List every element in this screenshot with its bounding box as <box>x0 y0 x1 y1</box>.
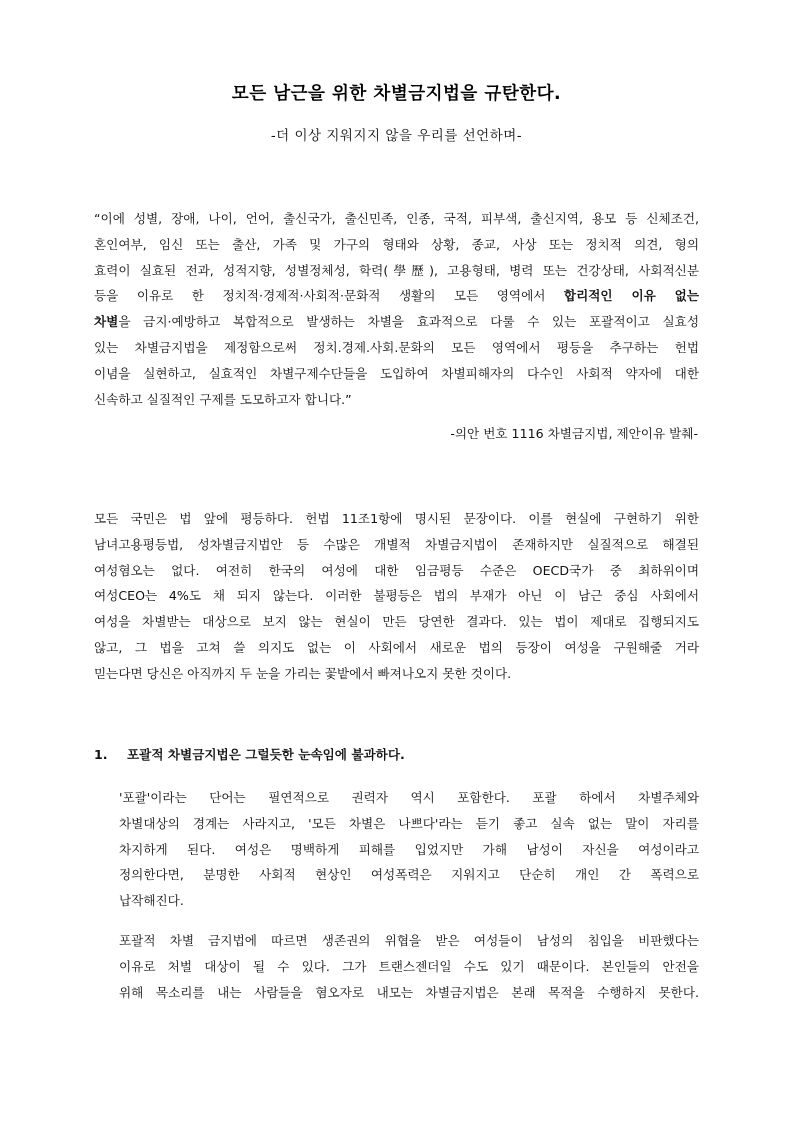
intro-line: 여성혐오는 없다. 여전히 한국의 여성에 대한 임금평등 수준은 OECD국가 중 최하위이며 <box>94 562 699 578</box>
bold-phrase: 합리적인 이유 없는 <box>563 288 699 304</box>
section-number: 1. <box>94 747 108 762</box>
quote-line: 있는 차별금지법을 제정함으로써 정치.경제.사회.문화의 모든 영역에서 평등을 추구하는 헌법 <box>94 339 699 355</box>
paragraph-line: 이유로 처벌 대상이 될 수 있다. 그가 트랜스젠더일 수도 있기 때문이다. 본인들의 안전을 <box>119 958 699 974</box>
section-1-paragraph-2 <box>119 928 699 1005</box>
section-1-heading <box>94 744 405 763</box>
quote-line: 혼인여부, 임신 또는 출산, 가족 및 가구의 형태와 상황, 종교, 사상 또는 정치적 의견, 형의 <box>94 236 699 252</box>
paragraph-line: '포괄'이라는 단어는 필연적으로 권력자 역시 포함한다. 포괄 하에서 차별주체와 <box>119 790 699 805</box>
quote-line <box>94 283 699 309</box>
intro-line: 모든 국민은 법 앞에 평등하다. 헌법 11조1항에 명시된 문장이다. 이를 현실에 구현하기 위한 <box>94 511 699 526</box>
intro-line: 남녀고용평등법, 성차별금지법안 등 수많은 개별적 차별금지법이 존재하지만 실질적으로 해결된 <box>94 536 699 552</box>
paragraph-line: 정의한다면, 분명한 사회적 현상인 여성폭력은 지워지고 단순히 개인 간 폭력으로 <box>119 867 699 883</box>
section-title: 포괄적 차별금지법은 그럴듯한 눈속임에 불과하다. <box>127 747 405 762</box>
quote-source: -의안 번호 1116 차별금지법, 제안이유 발췌- <box>450 426 698 441</box>
quote-line-text: 을 금지·예방하고 복합적으로 발생하는 차별을 효과적으로 다룰 수 있는 포괄적이고 실효성 <box>118 314 699 330</box>
document-title: 모든 남근을 위한 차별금지법을 규탄한다. <box>231 84 562 104</box>
intro-line: 않고, 그 법을 고쳐 쓸 의지도 없는 이 사회에서 새로운 법의 등장이 여성을 구원해줄 거라 <box>94 639 699 655</box>
intro-line: 믿는다면 당신은 아직까지 두 눈을 가리는 꽃밭에서 빠져나오지 못한 것이다. <box>94 665 512 681</box>
quote-line-text: 등을 이유로 한 정치적·경제적·사회적·문화적 생활의 모든 영역에서 <box>94 288 564 304</box>
quote-line: 효력이 실효된 전과, 성적지향, 성별정체성, 학력(學歷), 고용형태, 병력 또는 건강상태, 사회적신분 <box>94 262 699 278</box>
quote-line: 신속하고 실질적인 구제를 도모하고자 합니다.” <box>94 391 352 407</box>
document-subtitle: -더 이상 지워지지 않을 우리를 선언하며- <box>270 128 523 144</box>
section-1-paragraph-1 <box>119 785 699 914</box>
intro-line: 여성CEO는 4%도 채 되지 않는다. 이러한 불평등은 법의 부재가 아닌 이 남근 중심 사회에서 <box>94 588 699 604</box>
paragraph-line: 차별대상의 경계는 사라지고, '모든 차별은 나쁘다'라는 듣기 좋고 실속 없는 말이 자리를 <box>119 815 699 831</box>
quoted-bill-excerpt <box>94 206 699 412</box>
paragraph-line: 차지하게 된다. 여성은 명백하게 피해를 입었지만 가해 남성이 자신을 여성이라고 <box>119 841 699 857</box>
paragraph-line: 납작해진다. <box>119 893 184 909</box>
paragraph-line: 위해 목소리를 내는 사람들을 혐오자로 내모는 차별금지법은 본래 목적을 수행하지 못한다. <box>119 984 699 1000</box>
intro-paragraph <box>94 506 699 687</box>
paragraph-line: 포괄적 차별 금지법에 따르면 생존권의 위협을 받은 여성들이 남성의 침입을 비판했다는 <box>119 933 699 948</box>
bold-phrase: 차별 <box>94 314 119 330</box>
quote-line <box>94 309 699 335</box>
intro-line: 여성을 차별받는 대상으로 보지 않는 현실이 만든 당연한 결과다. 있는 법이 제대로 집행되지도 <box>94 614 699 630</box>
quote-line: “이에 성별, 장애, 나이, 언어, 출신국가, 출신민족, 인종, 국적, 피부색, 출신지역, 용모 등 신체조건, <box>94 211 699 226</box>
quote-line: 이념을 실현하고, 실효적인 차별구제수단들을 도입하여 차별피해자의 다수인 사회적 약자에 대한 <box>94 365 699 381</box>
